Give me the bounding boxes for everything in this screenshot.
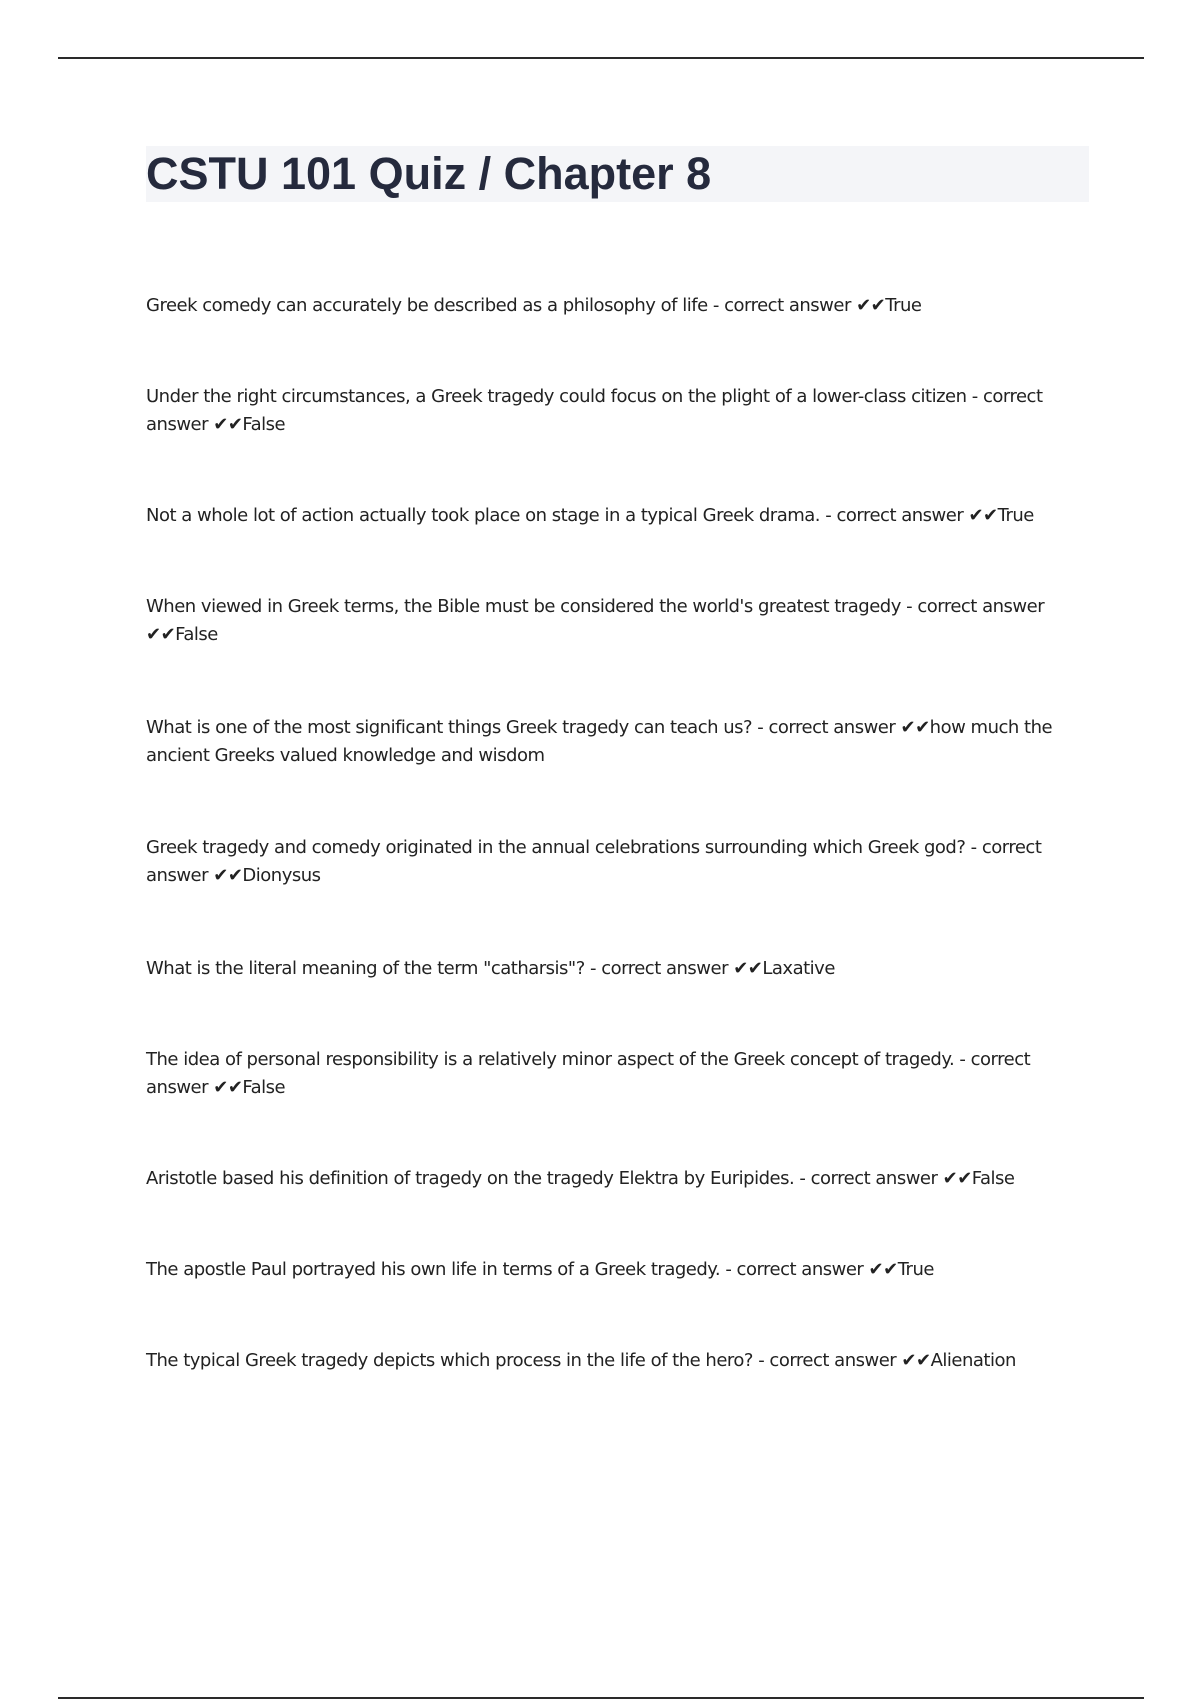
answer-text: False xyxy=(971,1168,1015,1189)
separator: - xyxy=(794,1168,811,1189)
separator: - xyxy=(900,596,918,617)
question-item-8 xyxy=(146,1046,1090,1165)
question-text: What is one of the most significant things Greek tragedy can teach us? xyxy=(146,717,753,738)
answer-prefix: correct answer xyxy=(810,1168,943,1189)
answer-prefix: correct answer xyxy=(601,958,734,979)
answer-text: False xyxy=(242,414,286,435)
answer-prefix: correct answer xyxy=(724,295,857,316)
check-mark-icon: ✔✔ xyxy=(733,958,763,979)
answer-text: Dionysus xyxy=(242,865,321,886)
question-text: Aristotle based his definition of tragedy on the tragedy Elektra by Euripides. xyxy=(146,1168,795,1189)
answer-text: False xyxy=(242,1077,286,1098)
question-item-4 xyxy=(146,593,1090,714)
check-mark-icon: ✔✔ xyxy=(146,624,176,645)
check-mark-icon: ✔✔ xyxy=(942,1168,972,1189)
check-mark-icon: ✔✔ xyxy=(213,414,243,435)
answer-prefix: correct answer xyxy=(146,1049,1031,1098)
title-banner xyxy=(146,146,1089,202)
bottom-rule xyxy=(58,1697,1144,1699)
question-text: The apostle Paul portrayed his own life in terms of a Greek tragedy. xyxy=(146,1259,721,1280)
check-mark-icon: ✔✔ xyxy=(900,717,930,738)
check-mark-icon: ✔✔ xyxy=(901,1350,931,1371)
question-item-1 xyxy=(146,292,1090,383)
answer-prefix: correct answer xyxy=(736,1259,869,1280)
question-text: When viewed in Greek terms, the Bible must be considered the world's greatest tragedy xyxy=(146,596,901,617)
answer-prefix: correct answer xyxy=(836,505,969,526)
question-text: The typical Greek tragedy depicts which process in the life of the hero? xyxy=(146,1350,753,1371)
question-item-7 xyxy=(146,955,1090,1046)
answer-prefix: correct answer xyxy=(146,837,1042,886)
page-title: CSTU 101 Quiz / Chapter 8 xyxy=(146,148,712,199)
separator: - xyxy=(752,717,769,738)
answer-text: Alienation xyxy=(930,1350,1016,1371)
question-text: Not a whole lot of action actually took place on stage in a typical Greek drama. xyxy=(146,505,821,526)
question-text: Greek comedy can accurately be described as a philosophy of life xyxy=(146,295,708,316)
check-mark-icon: ✔✔ xyxy=(856,295,886,316)
top-rule xyxy=(58,57,1144,59)
question-item-10 xyxy=(146,1256,1090,1347)
question-text: What is the literal meaning of the term "catharsis"? xyxy=(146,958,585,979)
answer-prefix: correct answer xyxy=(146,386,1043,435)
answer-text: True xyxy=(897,1259,934,1280)
question-text: Greek tragedy and comedy originated in the annual celebrations surrounding which Greek god? xyxy=(146,837,966,858)
answer-text: False xyxy=(175,624,218,645)
check-mark-icon: ✔✔ xyxy=(213,865,243,886)
separator: - xyxy=(752,1350,770,1371)
answer-text: Laxative xyxy=(762,958,835,979)
separator: - xyxy=(965,837,982,858)
question-list xyxy=(146,292,1090,1438)
check-mark-icon: ✔✔ xyxy=(968,505,998,526)
separator: - xyxy=(707,295,725,316)
check-mark-icon: ✔✔ xyxy=(213,1077,243,1098)
question-item-2 xyxy=(146,383,1090,502)
answer-text: True xyxy=(885,295,922,316)
separator: - xyxy=(954,1049,971,1070)
separator: - xyxy=(820,505,837,526)
question-item-5 xyxy=(146,714,1090,834)
separator: - xyxy=(584,958,602,979)
separator: - xyxy=(966,386,983,407)
question-text: The idea of personal responsibility is a relatively minor aspect of the Greek concept of tragedy. xyxy=(146,1049,955,1070)
question-text: Under the right circumstances, a Greek tragedy could focus on the plight of a lower-class citizen xyxy=(146,386,967,407)
question-item-6 xyxy=(146,834,1090,955)
check-mark-icon: ✔✔ xyxy=(868,1259,898,1280)
answer-prefix: correct answer xyxy=(768,717,901,738)
question-item-3 xyxy=(146,502,1090,593)
separator: - xyxy=(720,1259,737,1280)
answer-text: True xyxy=(997,505,1034,526)
answer-prefix: correct answer xyxy=(769,1350,902,1371)
answer-text: how much the ancient Greeks valued knowledge and wisdom xyxy=(146,717,1053,766)
question-item-11 xyxy=(146,1347,1090,1438)
answer-prefix: correct answer xyxy=(917,596,1045,617)
question-item-9 xyxy=(146,1165,1090,1256)
